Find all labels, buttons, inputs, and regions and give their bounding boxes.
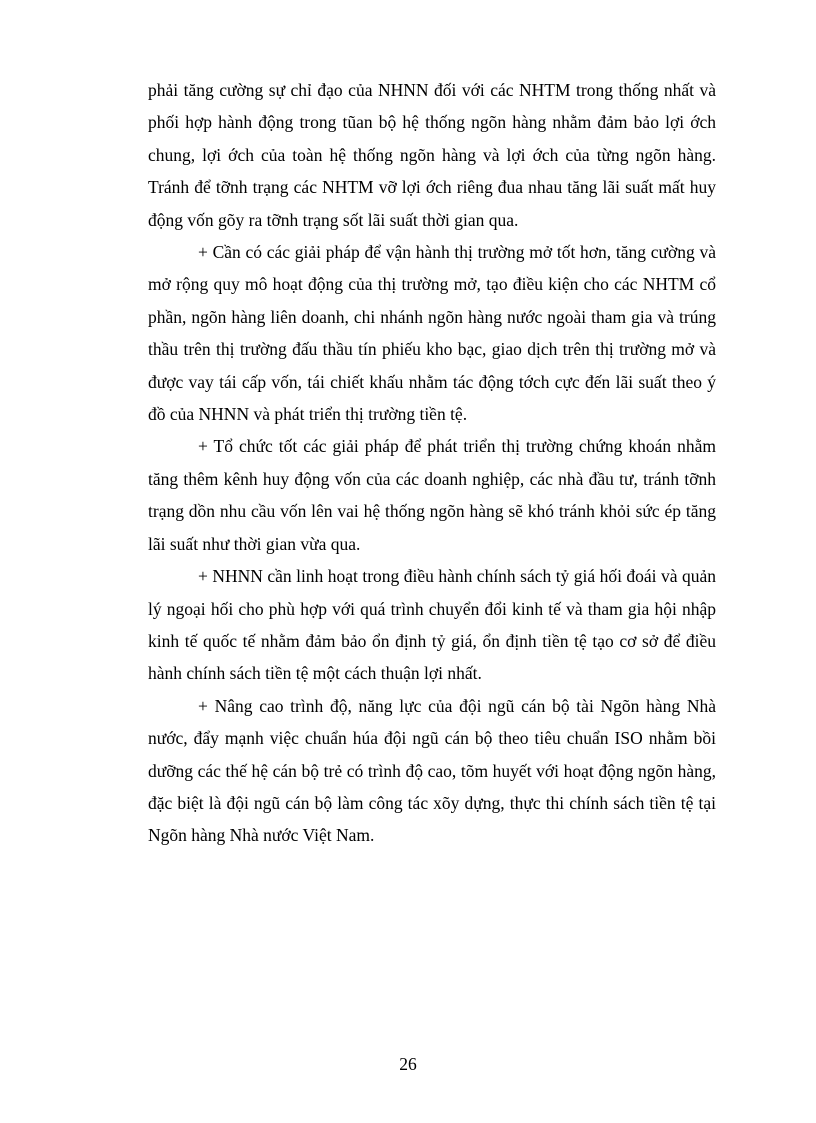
document-body bbox=[148, 74, 716, 852]
paragraph-staff-training: + Nâng cao trình độ, năng lực của đội ngũ cán bộ tài Ngõn hàng Nhà nước, đẩy mạnh việc chuẩn húa đội ngũ cán bộ theo tiêu chuẩn ISO nhằm bồi dưỡng các thế hệ cán bộ trẻ có trình độ cao, tõm huyết với hoạt động ngõn hàng, đặc biệt là đội ngũ cán bộ làm công tác xõy dựng, thực thi chính sách tiền tệ tại Ngõn hàng Nhà nước Việt Nam. bbox=[148, 695, 716, 846]
page-number: 26 bbox=[399, 1054, 417, 1074]
paragraph-exchange-rate: + NHNN cần linh hoạt trong điều hành chính sách tỷ giá hối đoái và quản lý ngoại hối cho phù hợp với quá trình chuyển đổi kinh tế và tham gia hội nhập kinh tế quốc tế nhằm đảm bảo ổn định tỷ giá, ổn định tiền tệ tạo cơ sở để điều hành chính sách tiền tệ một cách thuận lợi nhất. bbox=[148, 566, 716, 684]
paragraph-continuation: phải tăng cường sự chỉ đạo của NHNN đối với các NHTM trong thống nhất và phối hợp hành động trong tũan bộ hệ thống ngõn hàng nhằm đảm bảo lợi ớch chung, lợi ớch của toàn hệ thống ngõn hàng và lợi ớch của từng ngõn hàng. Tránh để tỡnh trạng các NHTM vỡ lợi ớch riêng đua nhau tăng lãi suất mất huy động vốn gõy ra tỡnh trạng sốt lãi suất thời gian qua. bbox=[148, 80, 716, 230]
paragraph-securities-market: + Tổ chức tốt các giải pháp để phát triển thị trường chứng khoán nhằm tăng thêm kênh huy động vốn của các doanh nghiệp, các nhà đầu tư, tránh tỡnh trạng dồn nhu cầu vốn lên vai hệ thống ngõn hàng sẽ khó tránh khỏi sức ép tăng lãi suất như thời gian vừa qua. bbox=[148, 436, 716, 554]
paragraph-open-market: + Cần có các giải pháp để vận hành thị trường mở tốt hơn, tăng cường và mở rộng quy mô hoạt động của thị trường mở, tạo điều kiện cho các NHTM cổ phần, ngõn hàng liên doanh, chi nhánh ngõn hàng nước ngoài tham gia và trúng thầu trên thị trường đấu thầu tín phiếu kho bạc, giao dịch trên thị trường mở và được vay tái cấp vốn, tái chiết khấu nhằm tác động tớch cực đến lãi suất theo ý đồ của NHNN và phát triển thị trường tiền tệ. bbox=[148, 242, 716, 425]
